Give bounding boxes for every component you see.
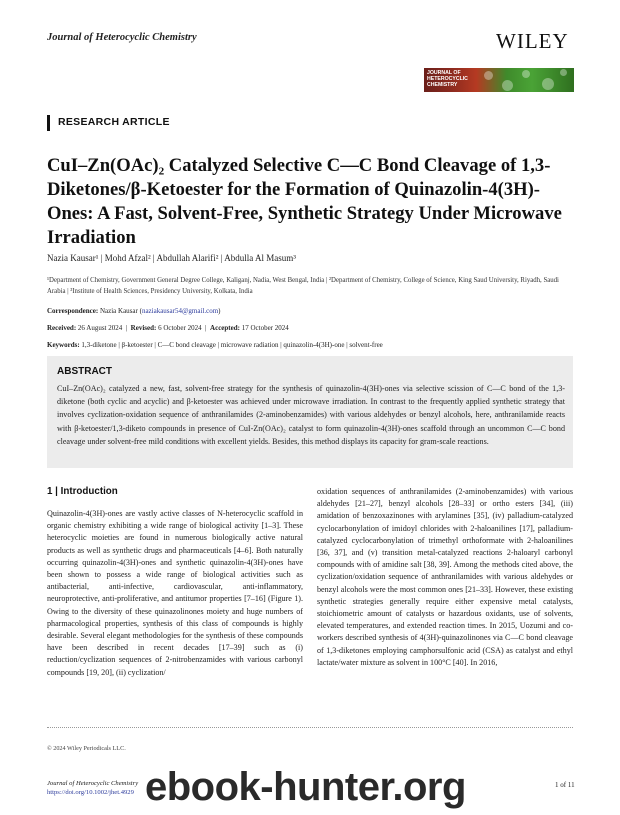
correspondence-name: Nazia Kausar ( <box>99 307 142 315</box>
received-date: 26 August 2024 <box>77 324 123 332</box>
keywords-text: 1,3-diketone | β-ketoester | C—C bond cleavage | microwave radiation | quinazolin-4(3H)-one | solvent-free <box>81 341 383 349</box>
introduction-heading: 1 | Introduction <box>47 486 118 497</box>
accepted-date: 17 October 2024 <box>241 324 289 332</box>
body-text-left-column: Quinazolin-4(3H)-ones are vastly active classes of N-heterocyclic scaffold in organic chemistry exhibiting a wide range of biological activity [1–3]. These heterocyclic moieties are found in numerous biologically active natural products as well as synthetic drugs and pharmaceuticals [4–6]. Both naturally occurring quinazolin-4(3H)-ones and synthetic quinazolin-4(3H)-ones have been shown to possess a wide range of biological activities such as antibacterial, anti-infective, cardiovascular, anti-inflammatory, neuroprotective, anti-proliferative, and antitumor properties [7–16] (Figure 1). Owing to the diversity of these quinazolinones moiety and huge numbers of pharmacological properties, synthesis of this class of compounds is highly desirable. Several elegant methodologies for the synthesis of these compounds have been described in recent decades [17–39] such as (i) reduction/cyclization sequences of 2-nitrobenzamides with various carbonyl compounds [19, 20], (ii) cyclization/ <box>47 509 303 677</box>
received-label: Received: <box>47 324 77 332</box>
affiliations: ¹Department of Chemistry, Government General Degree College, Kaliganj, Nadia, West Bengal, India | ²Department of Chemistry, College of Science, King Saud University, Riyadh, Saudi Arabia | ³Institute of Health Sciences, Presidency University, Kolkata, India <box>47 277 559 295</box>
keywords-label: Keywords: <box>47 341 80 349</box>
revised-date: 6 October 2024 <box>158 324 202 332</box>
article-title: CuI–Zn(OAc)₂ Catalyzed Selective C—C Bond Cleavage of 1,3-Diketones/β-Ketoester for the Formation of Quinazolin-4(3H)-Ones: A Fast, Solvent-Free, Synthetic Strategy Under Microwave Irradiation <box>47 155 562 248</box>
watermark-text: ebook-hunter.org <box>145 765 466 809</box>
publisher-logo: WILEY <box>496 29 569 53</box>
page-number: 1 of 11 <box>555 781 575 789</box>
correspondence-label: Correspondence: <box>47 307 99 315</box>
body-text-right-column: oxidation sequences of anthranilamides (2-aminobenzamides) with various aldehydes [21–27], benzyl alcohols [28–33] or ortho esters [34], (iii) amidation of benzoxazinones with arylamines [35], (iv) palladium-catalyzed cyclocarbonylation of imidoyl chlorides with 2-haloanilines [17], palladium- catalyzed cyclocarbonylation of trimethyl orthoformate with 2-haloanilines [36, 37], and (v) transition metal-catalyzed reactions 2-haloaryl carbonyl compounds with of amidine salt [38, 39]. Among the methods cited above, the cyclization/oxidation sequence of anthranilamides with various aldehydes or benzyl alcohols were the most common ones [21–33]. However, these existing synthetic strategies generally require either expensive metal catalysts, stoichiometric amount of catalysts or hazardous oxidants, use of solvents, elevated temperatures, and extended reaction times. In 2015, Uozumi and co-workers described synthesis of 4(3H)-quinazolinones via C—C bond cleavage of 1,3-diketones employing camphorsulfonic acid (CSA) as catalyst and ethyl lactate/water mixture as solvent in 100°C [40]. In 2016, <box>317 487 573 667</box>
correspondence-line <box>47 307 221 315</box>
abstract-heading: ABSTRACT <box>57 366 112 377</box>
correspondence-email-link[interactable]: naziakausar54@gmail.com <box>141 307 219 315</box>
correspondence-close: ) <box>218 307 221 315</box>
keywords-line <box>47 341 383 349</box>
footer-citation <box>47 779 138 797</box>
copyright-notice: © 2024 Wiley Periodicals LLC. <box>47 745 126 752</box>
abstract-box <box>47 356 573 468</box>
article-type-label: RESEARCH ARTICLE <box>58 116 170 128</box>
section-marker <box>47 115 50 131</box>
footer-divider <box>47 727 573 728</box>
author-list: Nazia Kausar¹ | Mohd Afzal² | Abdullah Alarifi² | Abdulla Al Masum³ <box>47 253 296 263</box>
abstract-body: CuI–Zn(OAc)₂ catalyzed a new, fast, solvent-free strategy for the synthesis of quinazolin-4(3H)-ones via selective scission of C—C bond of the 1,3-diketone (both cyclic and acyclic) and β-ketoester was achieved under microwave irradiation. In contrast to the frequently applied synthetic strategy that involves cyclization-oxidation sequence of anthranilamides (2-aminobenzamides) with various aldehydes or benzyl alcohols, here, anthranilamide reacts with β-ketoester/1,3-diketo compounds in presence of CuI-Zn(OAc)₂ catalyst to form quinazolin-4(3H)-ones scaffold through an uncommon C—C bond cleavage under solvent-free mild conditions with excellent yields. Besides, this method displays its capacity for gram-scale reactions. <box>57 384 565 446</box>
footer-journal-name: Journal of Heterocyclic Chemistry <box>47 780 139 787</box>
journal-name: Journal of Heterocyclic Chemistry <box>47 32 197 43</box>
cover-title: JOURNAL OF HETEROCYCLIC CHEMISTRY <box>427 70 468 88</box>
doi-link[interactable]: https://doi.org/10.1002/jhet.4929 <box>47 789 134 796</box>
dates-line: Received: 26 August 2024 | Revised: 6 October 2024 | Accepted: 17 October 2024 <box>47 324 289 332</box>
accepted-label: Accepted: <box>210 324 240 332</box>
revised-label: Revised: <box>130 324 157 332</box>
journal-cover-thumbnail <box>424 68 574 92</box>
